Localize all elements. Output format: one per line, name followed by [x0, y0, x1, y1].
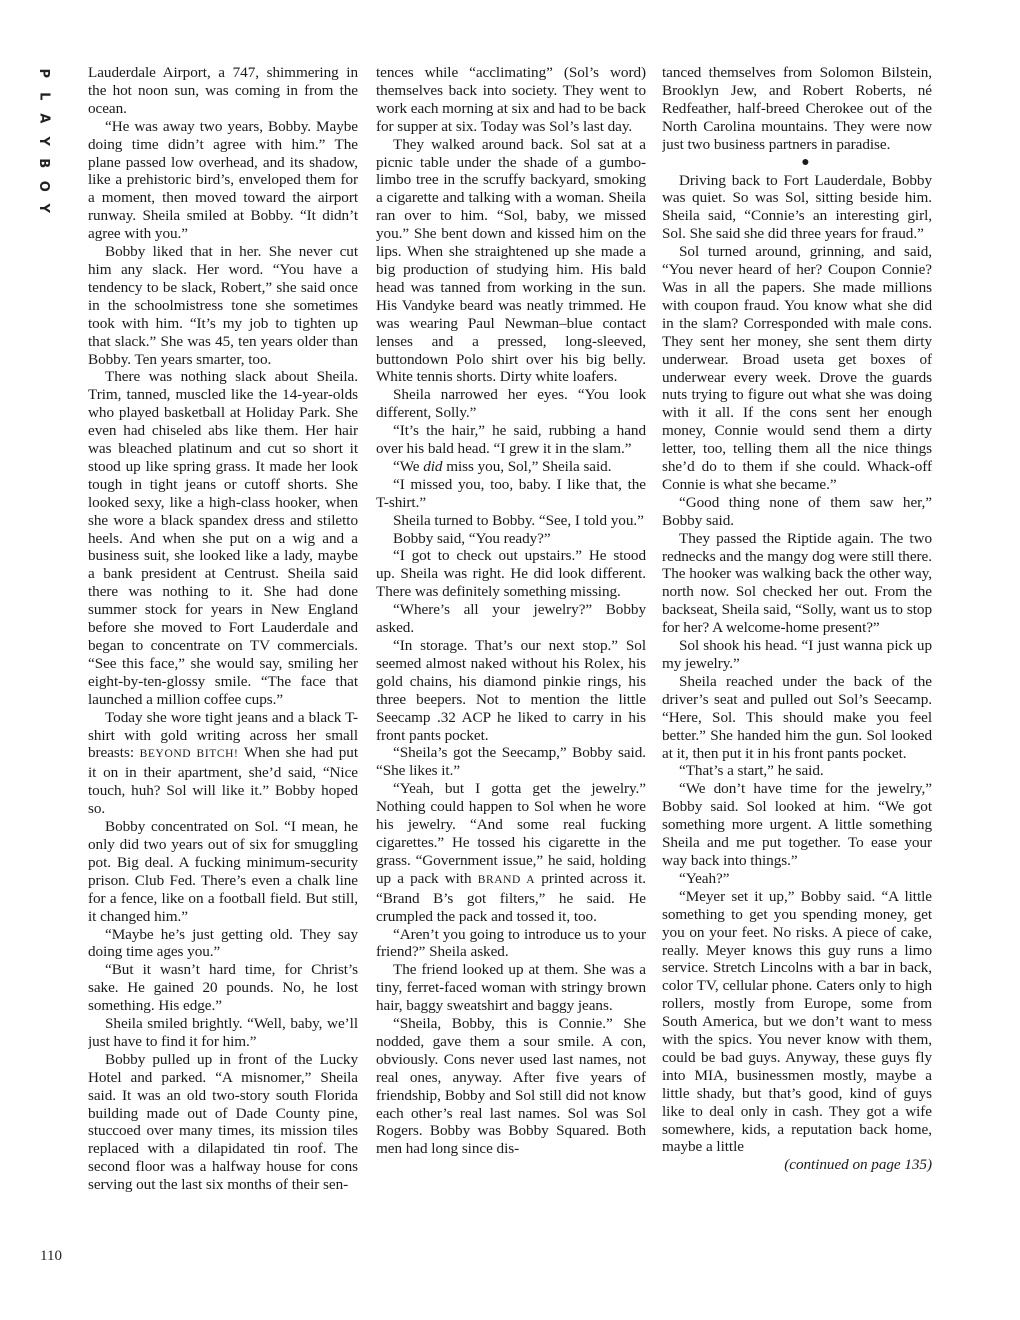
- paragraph: “In storage. That’s our next stop.” Sol seemed almost naked without his Rolex, his gold chains, his diamond pinkie rings, his three beepers. Not to mention the little Seecamp .32 ACP he liked to carry in his front pants pocket.: [376, 637, 646, 744]
- text-run: “Yeah, but I gotta get the jewelry.” Nothing could happen to Sol when he wore his jewelry. “And some real fucking cigarettes.” He tossed his cigarette in the grass. “Government issue,” he said, holding up a pack with: [376, 780, 646, 887]
- paragraph: “It’s the hair,” he said, rubbing a hand over his bald head. “I grew it in the slam.”: [376, 422, 646, 458]
- paragraph: tanced themselves from Solomon Bilstein, Brooklyn Jew, and Robert Roberts, né Redfeather, half-breed Cherokee out of the North Carolina mountains. They were now just two business partners in paradise.: [662, 64, 932, 153]
- running-head-letter: Y: [36, 203, 52, 213]
- paragraph: “That’s a start,” he said.: [679, 762, 824, 780]
- page-number: 110: [40, 1248, 62, 1264]
- paragraph: “Yeah?”: [679, 869, 730, 887]
- paragraph: Sheila narrowed her eyes. “You look different, Solly.”: [376, 386, 646, 422]
- paragraph: They walked around back. Sol sat at a picnic table under the shade of a gumbo-limbo tree in the scruffy backyard, smoking a cigarette and talking with a woman. Sheila ran over to him. “Sol, baby, we missed you.” She bent down and kissed him on the lips. When she straightened up she made a big production of studying him. His bald head was tanned from working in the sun. His Vandyke beard was neatly trimmed. He was wearing Paul Newman–blue contact lenses and a pressed, long-sleeved, buttondown Polo shirt over his big belly. White tennis shorts. Dirty white loafers.: [376, 135, 646, 386]
- paragraph: Driving back to Fort Lauderdale, Bobby was quiet. So was Sol, sitting beside him. Sheila said, “Connie’s an interesting girl, Sol. She said she did three years for fraud.”: [662, 171, 932, 243]
- running-head-magazine-name: [30, 62, 56, 220]
- paragraph: Sheila turned to Bobby. “See, I told you.”: [393, 511, 644, 529]
- paragraph: [88, 709, 358, 818]
- running-head-letter: L: [36, 91, 52, 100]
- paragraph: Lauderdale Airport, a 747, shimmering in the hot noon sun, was coming in from the ocean.: [88, 64, 358, 117]
- continued-line: (continued on page 135): [784, 1156, 932, 1174]
- paragraph: Sol turned around, grinning, and said, “You never heard of her? Coupon Connie? Was in all the papers. She made millions with coupon fraud. You know what she did in the slam? Corresponded with male cons. They sent her money, she sent them dirty underwear. Broad useta get boxes of underwear every week. Drove the guards nuts trying to figure out what she was doing with it all. If the cons sent her enough money, Connie would send them a dirty letter, too, telling them all the nice things she’d do to them if she could. Whack-off Connie is what she became.”: [662, 243, 932, 493]
- text-column-3: [662, 64, 932, 1284]
- paragraph: tences while “acclimating” (Sol’s word) themselves back into society. They went to work each morning at six and had to be back for supper at six. Today was Sol’s last day.: [376, 64, 646, 135]
- paragraph: The friend looked up at them. She was a tiny, ferret-faced woman with stringy brown hair, baggy sweatshirt and baggy jeans.: [376, 961, 646, 1015]
- text-run: printed across it. “Brand B’s got filters,” he said. He crumpled the pack and tossed it, too.: [376, 869, 646, 925]
- text-run: miss you, Sol,” Sheila said.: [442, 457, 612, 475]
- paragraph: Sheila reached under the back of the driver’s seat and pulled out Sol’s Seecamp. “Here, Sol. This should make you feel better.” She handed him the gun. Sol looked at it, then put it in his front pants pocket.: [662, 672, 932, 762]
- paragraph: “Sheila’s got the Seecamp,” Bobby said. “She likes it.”: [376, 744, 646, 780]
- running-head-letter: B: [36, 158, 52, 169]
- paragraph: Sheila smiled brightly. “Well, baby, we’ll just have to find it for him.”: [88, 1015, 358, 1050]
- running-head-letter: P: [36, 68, 52, 79]
- section-break-bullet: ●: [801, 154, 810, 170]
- paragraph: Sol shook his head. “I just wanna pick up my jewelry.”: [662, 637, 932, 672]
- cigarette-brand-label: BRAND A: [477, 873, 536, 886]
- running-head-letter: A: [36, 113, 52, 124]
- running-head-letter: O: [36, 180, 52, 192]
- paragraph: “We don’t have time for the jewelry,” Bobby said. Sol looked at him. “We got something more urgent. A little something Sheila and me put together. To ease your way back into things.”: [662, 780, 932, 869]
- paragraph: They passed the Riptide again. The two rednecks and the mangy dog were still there. The hooker was walking back the other way, north now. Sol checked her out. From the backseat, Sheila said, “Solly, want us to stop for her? A welcome-home present?”: [662, 529, 932, 637]
- running-head-letter: Y: [36, 136, 52, 146]
- emphasis: did: [423, 457, 443, 475]
- paragraph: “Aren’t you going to introduce us to your friend?” Sheila asked.: [376, 925, 646, 961]
- text-run: Today she wore tight jeans and a black T-shirt with gold writing across her small breasts:: [88, 708, 358, 762]
- text-column-2: [376, 64, 646, 1284]
- tshirt-slogan: BEYOND BITCH!: [139, 748, 239, 761]
- paragraph: Bobby pulled up in front of the Lucky Hotel and parked. “A misnomer,” Sheila said. It was an old two-story south Florida building made out of Dade County pine, stuccoed over many times, its mission tiles replaced with a dilapidated tin roof. The second floor was a halfway house for cons serving out the last six months of their sen-: [88, 1050, 358, 1194]
- paragraph: [376, 780, 646, 925]
- text-run: When she had put it on in their apartment, she’d said, “Nice touch, huh? Sol will like it.” Bobby hoped so.: [88, 744, 358, 818]
- paragraph: There was nothing slack about Sheila. Trim, tanned, muscled like the 14-year-olds who played basketball at Holiday Park. She even had chiseled abs like them. Her hair was bleached platinum and cut so short it stood up like spring grass. It made her look tough in tight jeans or cutoff shorts. She looked sexy, like a high-class hooker, when she wore a black spandex dress and stiletto heels. And when she put on a wig and a business suit, she looked like a lady, maybe a bank president at Centrust. Sheila said there was nothing to it. She had done summer stock for years in New England before she moved to Fort Lauderdale and began to concentrate on TV commercials. “See this face,” she would say, smiling her eight-by-ten-glossy smile. “The face that launched a million coffee cups.”: [88, 368, 358, 708]
- paragraph: “Meyer set it up,” Bobby said. “A little something to get you spending money, get you on your feet. No risks. A piece of cake, really. Meyer knows this guy runs a limo service. Stretch Lincolns with a bar in back, color TV, cellular phone. Caters only to high rollers, mostly from Europe, some from South America, but we don’t want to mess with the spics. You never know with them, could be bad guys. Anyway, these guys fly into MIA, businessmen mostly, maybe a little shady, but that’s good, kind of guys like to deal only in cash. They got a wife somewhere, kids, a reputation back home, maybe a little: [662, 887, 932, 1156]
- paragraph: “I got to check out upstairs.” He stood up. Sheila was right. He did look different. There was definitely something missing.: [376, 547, 646, 601]
- paragraph: “Sheila, Bobby, this is Connie.” She nodded, gave them a sour smile. A con, obviously. Cons never used last names, not real ones, anyway. After five years of friendship, Bobby and Sol still did not know each other’s real last names. Sol was Sol Rogers. Bobby was Bobby Squared. Both men had long since dis-: [376, 1015, 646, 1158]
- text-column-1: [88, 64, 358, 1284]
- paragraph: “Where’s all your jewelry?” Bobby asked.: [376, 601, 646, 637]
- paragraph: Bobby concentrated on Sol. “I mean, he only did two years out of six for smuggling pot. Big deal. A fucking minimum-security prison. Club Fed. There’s even a chalk line for a fence, like on a football field. But still, it changed him.”: [88, 818, 358, 925]
- paragraph: Bobby said, “You ready?”: [393, 529, 551, 547]
- paragraph: “Good thing none of them saw her,” Bobby said.: [662, 493, 932, 529]
- text-run: “We: [393, 457, 424, 475]
- paragraph: “I missed you, too, baby. I like that, the T-shirt.”: [376, 475, 646, 511]
- paragraph: “He was away two years, Bobby. Maybe doing time didn’t agree with him.” The plane passed low overhead, and its shadow, like a prehistoric bird’s, enveloped them for a moment, then moved toward the airport runway. Sheila smiled at Bobby. “It didn’t agree with you.”: [88, 117, 358, 243]
- paragraph: “But it wasn’t hard time, for Christ’s sake. He gained 20 pounds. No, he lost something. His edge.”: [88, 961, 358, 1015]
- paragraph: [376, 458, 646, 476]
- paragraph: Bobby liked that in her. She never cut him any slack. Her word. “You have a tendency to be slack, Robert,” she said once in the schoolmistress tone she sometimes took with him. “It’s my job to tighten up that slack.” She was 45, ten years older than Bobby. Ten years smarter, too.: [88, 243, 358, 368]
- paragraph: “Maybe he’s just getting old. They say doing time ages you.”: [88, 925, 358, 961]
